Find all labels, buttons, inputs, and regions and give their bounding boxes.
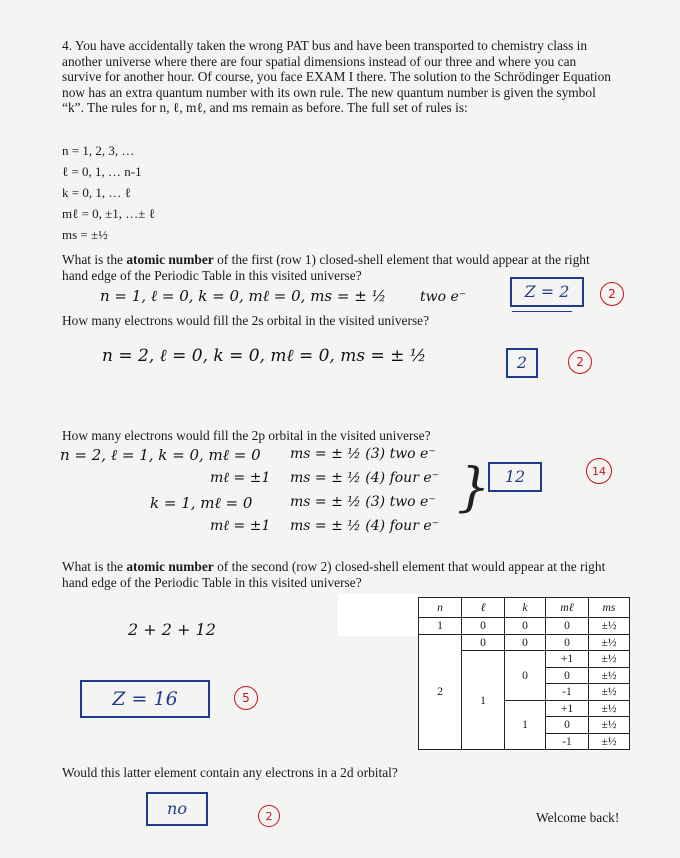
- q4-work: 2 + 2 + 12: [128, 620, 216, 639]
- rule-ml: mℓ = 0, ±1, …± ℓ: [62, 206, 155, 221]
- rule-list: [62, 143, 155, 243]
- header-ms: ms: [589, 598, 630, 618]
- q1-points-badge: 2: [600, 282, 624, 306]
- question-2: How many electrons would fill the 2s orbital in the visited universe?: [62, 313, 430, 328]
- cell-k: 1: [505, 700, 546, 750]
- q5-answer-box: no: [146, 792, 208, 826]
- q3-brace-icon: }: [457, 458, 491, 518]
- q3-line-4-right: ms = ± ½ (4) four e⁻: [290, 518, 440, 534]
- problem-intro-text: 4. You have accidentally taken the wrong PAT bus and have been transported to chemistry class in another universe where there are four spatial dimensions instead of our three and where you can survive for another hour. Of course, you face EXAM I there. The solution to the Schrödinger Equation now has an extra quantum number with its own rule. The new quantum number is given the symbol “k”. The rules for n, ℓ, mℓ, and ms remain as before. The full set of rules is:: [62, 38, 611, 116]
- question-1: What is the atomic number of the first (row 1) closed-shell element that would appear at the right hand edge of the Periodic Table in this visited universe?: [62, 252, 590, 283]
- cell-ms: ±½: [589, 618, 630, 635]
- q1-note: two e⁻: [420, 289, 467, 305]
- table-paper-patch: [338, 594, 422, 636]
- cell-ms: ±½: [589, 684, 630, 701]
- q1-answer-underline: [512, 311, 572, 312]
- q3-points-badge: 14: [586, 458, 612, 484]
- quantum-number-table: [418, 597, 630, 750]
- q4-answer-box: Z = 16: [80, 680, 210, 718]
- cell-ml: +1: [546, 651, 589, 668]
- q1-answer-box: Z = 2: [510, 277, 584, 307]
- q4-points-badge: 5: [234, 686, 258, 710]
- cell-ms: ±½: [589, 667, 630, 684]
- q3-line-1-right: ms = ± ½ (3) two e⁻: [290, 446, 436, 462]
- header-n: n: [419, 598, 462, 618]
- q2-work: n = 2, ℓ = 0, k = 0, mℓ = 0, ms = ± ½: [102, 346, 427, 366]
- cell-ml: -1: [546, 733, 589, 750]
- cell-ml: 0: [546, 667, 589, 684]
- header-l: ℓ: [462, 598, 505, 618]
- rule-ms: ms = ±½: [62, 227, 108, 242]
- q3-line-2-left: mℓ = ±1: [210, 470, 271, 486]
- q3-line-2-right: ms = ± ½ (4) four e⁻: [290, 470, 440, 486]
- cell-l: 0: [462, 618, 505, 635]
- rule-n: n = 1, 2, 3, …: [62, 143, 135, 158]
- q3-answer-box: 12: [488, 462, 542, 492]
- q3-line-1-left: n = 2, ℓ = 1, k = 0, mℓ = 0: [60, 446, 261, 464]
- cell-ml: 0: [546, 634, 589, 651]
- q2-points-badge: 2: [568, 350, 592, 374]
- cell-k: 0: [505, 618, 546, 635]
- closing-text: Welcome back!: [536, 810, 620, 825]
- question-4: What is the atomic number of the second (row 2) closed-shell element that would appear at the right hand edge of the Periodic Table in this visited universe?: [62, 559, 606, 590]
- table-header-row: [419, 598, 630, 618]
- cell-k: 0: [505, 651, 546, 701]
- cell-n: 2: [419, 634, 462, 750]
- cell-ml: 0: [546, 618, 589, 635]
- rule-k: k = 0, 1, … ℓ: [62, 185, 131, 200]
- cell-ms: ±½: [589, 634, 630, 651]
- cell-ms: ±½: [589, 651, 630, 668]
- rule-l: ℓ = 0, 1, … n-1: [62, 164, 142, 179]
- table-row: [419, 634, 630, 651]
- q3-line-3-right: ms = ± ½ (3) two e⁻: [290, 494, 436, 510]
- q5-points-badge: 2: [258, 805, 280, 827]
- table-row: [419, 618, 630, 635]
- header-k: k: [505, 598, 546, 618]
- cell-ml: 0: [546, 717, 589, 734]
- problem-intro: [62, 38, 618, 116]
- cell-l: 0: [462, 634, 505, 651]
- question-3: How many electrons would fill the 2p orbital in the visited universe?: [62, 428, 431, 443]
- q3-line-3-left: k = 1, mℓ = 0: [150, 494, 253, 512]
- cell-ms: ±½: [589, 717, 630, 734]
- cell-ms: ±½: [589, 733, 630, 750]
- q1-work: n = 1, ℓ = 0, k = 0, mℓ = 0, ms = ± ½: [100, 287, 387, 305]
- cell-ml: +1: [546, 700, 589, 717]
- header-ml: mℓ: [546, 598, 589, 618]
- cell-ml: -1: [546, 684, 589, 701]
- cell-k: 0: [505, 634, 546, 651]
- cell-ms: ±½: [589, 700, 630, 717]
- q3-line-4-left: mℓ = ±1: [210, 518, 271, 534]
- question-5: Would this latter element contain any electrons in a 2d orbital?: [62, 765, 398, 780]
- cell-n: 1: [419, 618, 462, 635]
- q2-answer-box: 2: [506, 348, 538, 378]
- cell-l: 1: [462, 651, 505, 750]
